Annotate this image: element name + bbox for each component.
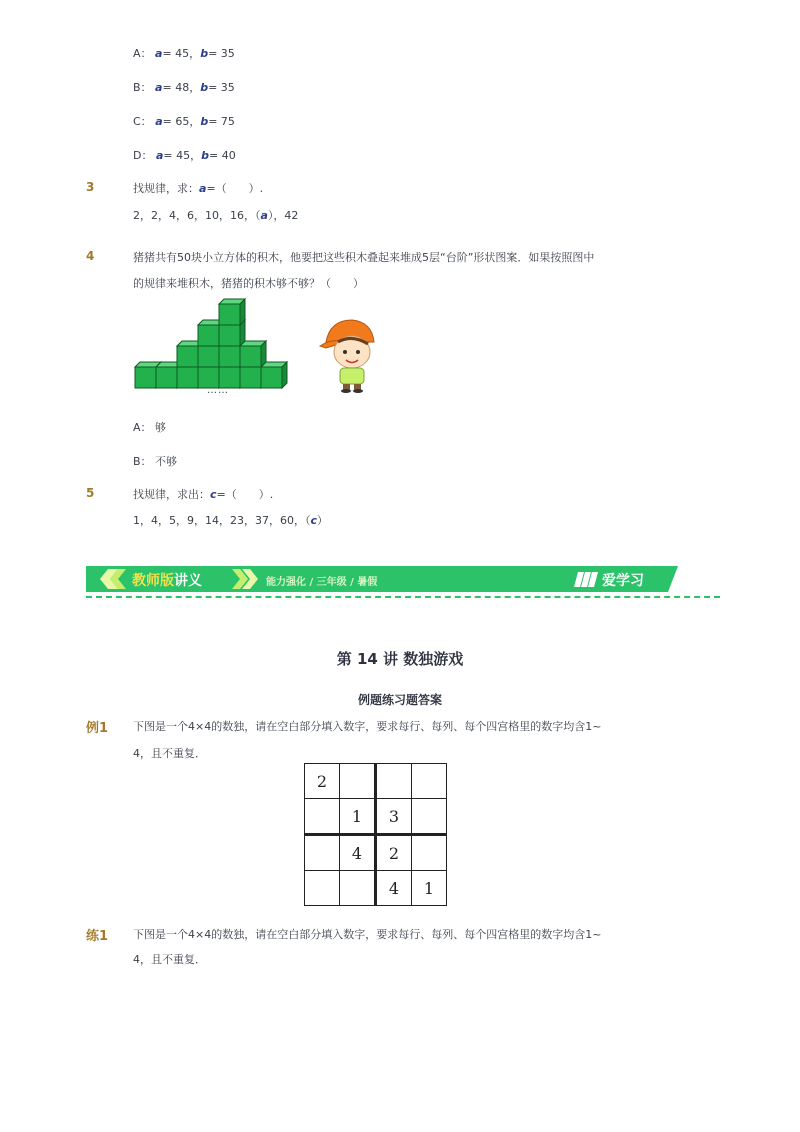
sudoku-cell bbox=[340, 764, 376, 799]
q2-option-c bbox=[133, 113, 235, 129]
sudoku-cell bbox=[412, 835, 447, 871]
var-b: b bbox=[200, 47, 209, 60]
sequence-text: 1，4，5，9，14，23，37，60，（ bbox=[133, 514, 311, 527]
option-letter: A： bbox=[133, 47, 152, 60]
cube-side bbox=[261, 341, 266, 367]
teacher-edition-banner bbox=[86, 566, 678, 592]
q2-option-b bbox=[133, 79, 235, 95]
var-b: b bbox=[200, 115, 209, 128]
var-b: b bbox=[201, 149, 210, 162]
question-number-5: 5 bbox=[86, 486, 95, 500]
lesson-subtitle: 例题练习题答案 bbox=[357, 693, 442, 707]
value: = 48， bbox=[162, 81, 201, 94]
sequence-text: 2，2，4，6，10，16，（ bbox=[133, 209, 261, 222]
sudoku-cell: 3 bbox=[376, 799, 412, 835]
cube bbox=[240, 346, 261, 367]
practice-text-line1: 下图是一个4×4的数独，请在空白部分填入数字，要求每行、每列、每个四宫格里的数字均含1~ bbox=[133, 928, 602, 941]
brand-logo-text: 爱学习 bbox=[602, 573, 644, 589]
q4-option-a bbox=[133, 419, 166, 435]
cube-staircase-figure bbox=[133, 294, 313, 394]
prompt-text: =（ ）. bbox=[216, 488, 274, 501]
value: = 35 bbox=[208, 81, 235, 94]
option-text: 不够 bbox=[155, 455, 178, 468]
value: = 35 bbox=[208, 47, 235, 60]
sudoku-cell bbox=[340, 871, 376, 906]
example-text-line2: 4，且不重复． bbox=[133, 747, 206, 760]
var-b: b bbox=[200, 81, 209, 94]
var-c: c bbox=[210, 488, 217, 501]
lesson-title: 第 14 讲 数独游戏 bbox=[336, 650, 464, 668]
q3-prompt bbox=[133, 180, 263, 196]
cube bbox=[135, 367, 156, 388]
question-number-3: 3 bbox=[86, 180, 95, 194]
sequence-text: ） bbox=[317, 514, 329, 527]
banner-title bbox=[132, 570, 202, 590]
cube bbox=[177, 346, 198, 367]
question-number-4: 4 bbox=[86, 249, 95, 263]
sudoku-cell: 4 bbox=[340, 835, 376, 871]
q2-option-d bbox=[133, 147, 236, 163]
ellipsis-dots: …… bbox=[207, 385, 229, 396]
var-a: a bbox=[199, 182, 207, 195]
cube bbox=[177, 367, 198, 388]
sudoku-cell: 2 bbox=[305, 764, 340, 799]
sudoku-cell: 4 bbox=[376, 871, 412, 906]
cube bbox=[198, 325, 219, 346]
prompt-text: =（ ）. bbox=[206, 182, 264, 195]
var-a: a bbox=[155, 149, 164, 162]
value: = 45， bbox=[162, 47, 201, 60]
practice-label: 练1 bbox=[86, 929, 109, 944]
practice-text-line2: 4，且不重复． bbox=[133, 953, 206, 966]
q4-option-b bbox=[133, 453, 177, 469]
q3-sequence bbox=[133, 207, 298, 223]
option-text: 够 bbox=[155, 421, 167, 434]
q4-text-line1: 猪猪共有50块小立方体的积木，他要把这些积木叠起来堆成5层“台阶”形状图案．如果按照图中 bbox=[133, 251, 595, 264]
prompt-text: 找规律，求出： bbox=[133, 488, 210, 501]
option-letter: B： bbox=[133, 81, 152, 94]
sudoku-cell: 1 bbox=[340, 799, 376, 835]
cubes bbox=[135, 299, 287, 388]
cube bbox=[156, 367, 177, 388]
option-letter: B： bbox=[133, 455, 152, 468]
var-a: a bbox=[155, 115, 163, 128]
var-a: a bbox=[260, 209, 268, 222]
option-letter: C： bbox=[133, 115, 152, 128]
example-label: 例1 bbox=[86, 721, 109, 736]
cube bbox=[198, 346, 219, 367]
banner-teacher-text: 教师版 bbox=[132, 573, 174, 589]
var-c: c bbox=[310, 514, 318, 527]
sudoku-cell bbox=[305, 871, 340, 906]
q2-option-a bbox=[133, 45, 235, 61]
banner-tags: 能力强化 / 三年级 / 暑假 bbox=[266, 577, 378, 588]
var-a: a bbox=[155, 81, 163, 94]
banner-lecture-text: 讲义 bbox=[174, 573, 202, 589]
cube bbox=[219, 325, 240, 346]
example-text-line1: 下图是一个4×4的数独，请在空白部分填入数字，要求每行、每列、每个四宫格里的数字均含1~ bbox=[133, 720, 602, 733]
sudoku-cell: 2 bbox=[376, 835, 412, 871]
boy-illustration bbox=[316, 312, 382, 394]
sudoku-cell bbox=[305, 835, 340, 871]
value: = 40 bbox=[209, 149, 236, 162]
option-letter: A： bbox=[133, 421, 152, 434]
var-a: a bbox=[155, 47, 163, 60]
sudoku-cell bbox=[412, 764, 447, 799]
cube-side bbox=[282, 362, 287, 388]
sudoku-cell bbox=[305, 799, 340, 835]
cube bbox=[240, 367, 261, 388]
value: = 75 bbox=[208, 115, 235, 128]
sudoku-grid bbox=[304, 763, 447, 906]
sequence-text: ），42 bbox=[267, 209, 299, 222]
q4-text-line2: 的规律来堆积木，猪猪的积木够不够？（ ） bbox=[133, 277, 364, 290]
cube bbox=[219, 346, 240, 367]
sudoku-cell bbox=[412, 799, 447, 835]
value: = 45， bbox=[163, 149, 202, 162]
q5-sequence bbox=[133, 512, 328, 528]
cube-side bbox=[240, 299, 245, 325]
prompt-text: 找规律，求： bbox=[133, 182, 199, 195]
cube bbox=[219, 304, 240, 325]
sudoku-cell: 1 bbox=[412, 871, 447, 906]
cube bbox=[261, 367, 282, 388]
sudoku-cell bbox=[376, 764, 412, 799]
option-letter: D： bbox=[133, 149, 153, 162]
q5-prompt bbox=[133, 486, 273, 502]
value: = 65， bbox=[162, 115, 201, 128]
dashed-divider bbox=[86, 596, 720, 598]
